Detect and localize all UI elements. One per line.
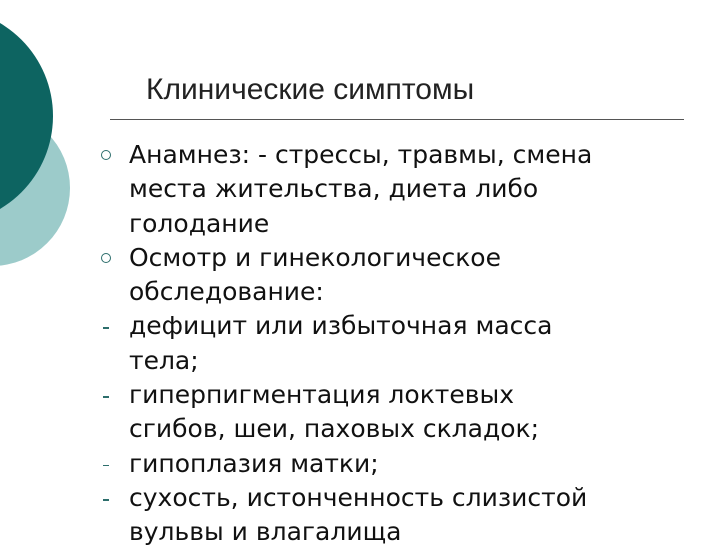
bullet-line: сухость, истонченность слизистой [129,482,588,512]
bullet-line: вульвы и влагалища [129,517,402,547]
bullet-line: Анамнез: - стрессы, травмы, смена [129,140,593,169]
bullet-item-hyperpigmentation [98,378,698,447]
dash-bullet-icon [98,378,118,412]
bullet-line: голодание [129,208,270,238]
dash-bullet-icon [98,481,118,515]
bullet-line: гипоплазия матки; [129,448,379,478]
dash-bullet-icon [98,447,118,481]
slide-title: Клинические симптомы [146,73,475,106]
bullet-line: Осмотр и гинекологическое [129,242,501,272]
dash-bullet-icon [98,309,118,343]
bullet-item-anamnesis [98,138,698,241]
bullet-item-dryness [98,481,698,550]
circle-bullet-icon [98,241,118,275]
bullet-line: гиперпигментация локтевых [129,380,515,410]
bullet-line: тела; [129,345,199,375]
circle-bullet-icon [98,138,118,172]
bullet-item-body-mass [98,309,698,378]
bullet-line: места жительства, диета либо [129,174,539,204]
bullet-line: обследование: [129,277,324,307]
title-divider [110,119,684,120]
bullet-list [98,138,698,550]
bullet-item-examination [98,241,698,310]
decorative-circles [0,0,110,290]
bullet-line: сгибов, шеи, паховых складок; [129,414,540,444]
bullet-line: дефицит или избыточная масса [129,311,553,341]
bullet-item-hypoplasia [98,447,698,481]
